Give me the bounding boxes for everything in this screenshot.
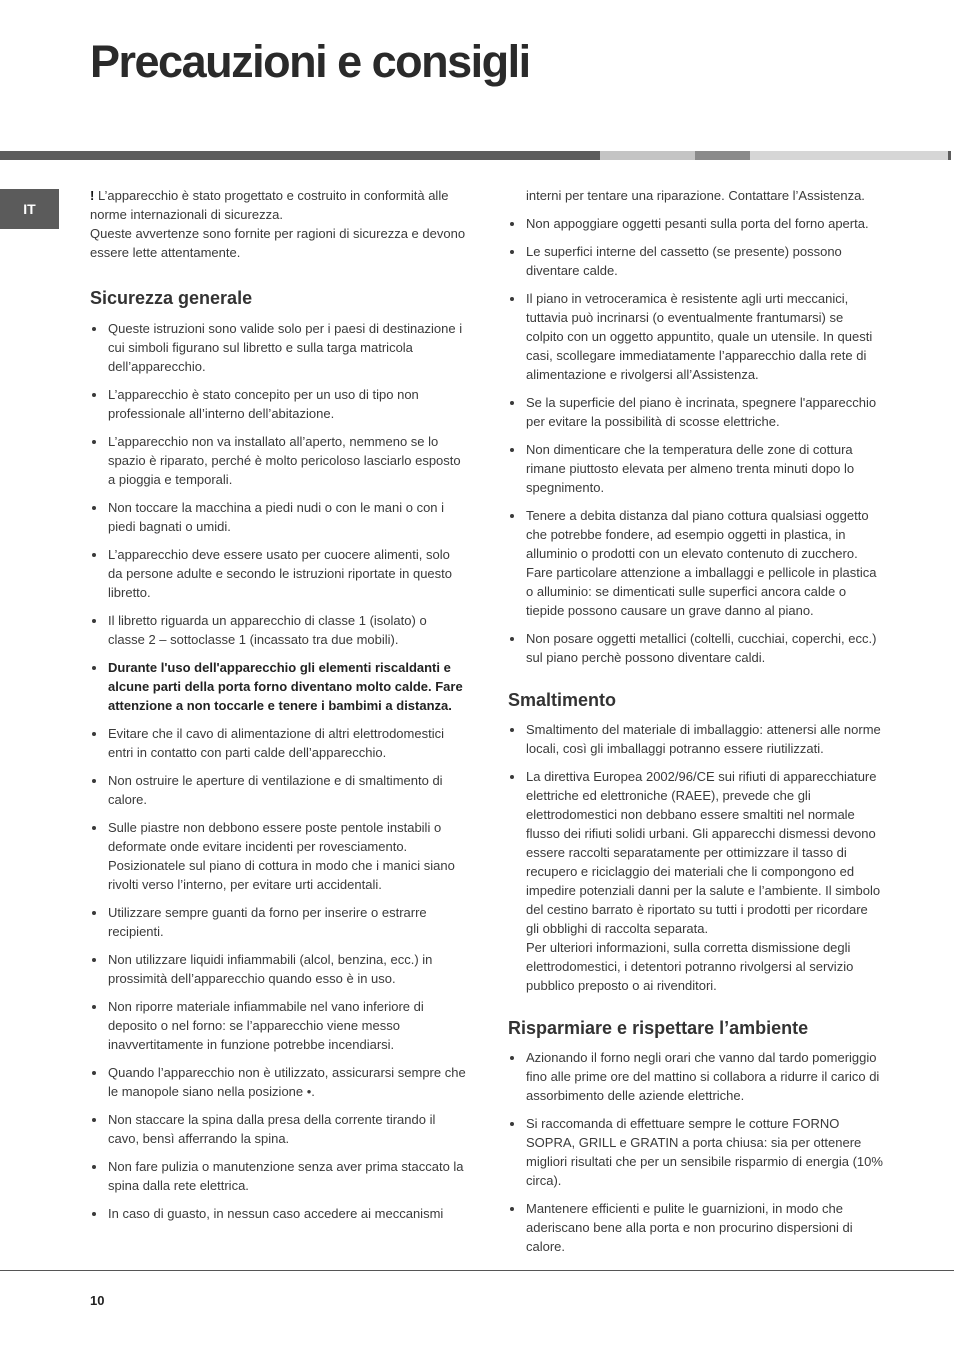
list-item: Tenere a debita distanza dal piano cottura qualsiasi oggetto che potrebbe fondere, ad esempio oggetti in plastica, in alluminio o prodotti con un elevato contenuto di zucchero. Fare particolare attenzione a imballaggi e pellicole in plastica o alluminio: se dimenticati sulle superfici ancora calde o tiepide possono causare un grave danno al piano. <box>508 506 884 620</box>
header-bar-light-end <box>750 151 948 160</box>
list-item: Non fare pulizia o manutenzione senza aver prima staccato la spina dalla rete elettrica. <box>90 1157 466 1195</box>
list-item-warning: Durante l'uso dell'apparecchio gli elementi riscaldanti e alcune parti della porta forno diventano molto calde. Fare attenzione a non toccarle e tenere i bambimi a distanza. <box>90 658 466 715</box>
header-bar-tick <box>948 151 951 160</box>
list-item: Non utilizzare liquidi infiammabili (alcol, benzina, ecc.) in prossimità dell’apparecchio quando esso è in uso. <box>90 950 466 988</box>
risparmiare-list <box>508 1048 884 1256</box>
list-item-continuation: interni per tentare una riparazione. Contattare l’Assistenza. <box>526 188 865 203</box>
list-item: Il piano in vetroceramica è resistente agli urti meccanici, tuttavia può incrinarsi (o eventualmente frantumarsi) se colpito con un oggetto appuntito, quale un utensile. In questi casi, scollegare immediatamente l’apparecchio dalla rete di alimentazione e rivolgersi all’Assistenza. <box>508 289 884 384</box>
header-bar-mid <box>695 151 750 160</box>
list-item: Azionando il forno negli orari che vanno dal tardo pomeriggio fino alle prime ore del mattino si collabora a ridurre il carico di assorbimento delle aziende elettriche. <box>508 1048 884 1105</box>
list-item: In caso di guasto, in nessun caso accedere ai meccanismi <box>90 1204 466 1223</box>
sicurezza-list <box>90 319 466 1223</box>
list-item: L’apparecchio è stato concepito per un uso di tipo non professionale all’interno dell’abitazione. <box>90 385 466 423</box>
list-item: Utilizzare sempre guanti da forno per inserire o estrarre recipienti. <box>90 903 466 941</box>
list-item: Non staccare la spina dalla presa della corrente tirando il cavo, bensì afferrando la spina. <box>90 1110 466 1148</box>
smaltimento-list <box>508 720 884 995</box>
footer-divider <box>0 1270 954 1271</box>
list-item: Quando l’apparecchio non è utilizzato, assicurarsi sempre che le manopole siano nella posizione •. <box>90 1063 466 1101</box>
list-item: Non ostruire le aperture di ventilazione e di smaltimento di calore. <box>90 771 466 809</box>
page-title: Precauzioni e consigli <box>90 36 530 87</box>
intro-text-2: Queste avvertenze sono fornite per ragioni di sicurezza e devono essere lette attentamente. <box>90 226 466 260</box>
section-heading-risparmiare: Risparmiare e rispettare l’ambiente <box>508 1018 809 1038</box>
list-item: Non toccare la macchina a piedi nudi o con le mani o con i piedi bagnati o umidi. <box>90 498 466 536</box>
header-bar-light <box>600 151 695 160</box>
section-heading-sicurezza: Sicurezza generale <box>90 288 253 308</box>
list-item: Sulle piastre non debbono essere poste pentole instabili o deformate onde evitare incidenti per rovesciamento. Posizionatele sul piano di cottura in modo che i manici siano rivolti verso l’interno, per evitare urti accidentali. <box>90 818 466 894</box>
header-bar-dark <box>0 151 600 160</box>
language-tab: IT <box>0 189 59 229</box>
list-item: La direttiva Europea 2002/96/CE sui rifiuti di apparecchiature elettriche ed elettroniche (RAEE), prevede che gli elettrodomestici non debbano essere smaltiti nel normale flusso dei rifiuti solidi urbani. Gli apparecchi dismessi devono essere raccolti separatamente per ottimizzare il tasso di recupero e riciclaggio dei materiali che li compongono ed impedire potenziali danni per la salute e l’ambiente. Il simbolo del cestino barrato è riportato su tutti i prodotti per ricordare gli obblighi di raccolta separata. <box>508 767 884 938</box>
list-item: Si raccomanda di effettuare sempre le cotture FORNO SOPRA, GRILL e GRATIN a porta chiusa: sia per ottenere migliori risultati che per un sensibile risparmio di energia (10% circa). <box>508 1114 884 1190</box>
list-item: L’apparecchio deve essere usato per cuocere alimenti, solo da persone adulte e secondo le istruzioni riportate in questo libretto. <box>90 545 466 602</box>
list-item-continuation: Per ulteriori informazioni, sulla corretta dismissione degli elettrodomestici, i detentori potranno rivolgersi al servizio pubblico preposto o ai rivenditori. <box>526 940 854 993</box>
left-column <box>90 186 466 1223</box>
list-item: Non appoggiare oggetti pesanti sulla porta del forno aperta. <box>508 214 884 233</box>
list-item: Non dimenticare che la temperatura delle zone di cottura rimane piuttosto elevata per almeno trenta minuti dopo lo spegnimento. <box>508 440 884 497</box>
list-item: Le superfici interne del cassetto (se presente) possono diventare calde. <box>508 242 884 280</box>
right-column <box>508 186 884 1256</box>
intro-text: ! L’apparecchio è stato progettato e costruito in conformità alle norme internazionali di sicurezza. <box>90 188 449 222</box>
section-heading-smaltimento: Smaltimento <box>508 690 617 710</box>
warning-mark: ! <box>90 188 95 203</box>
list-item: Non riporre materiale infiammabile nel vano inferiore di deposito o nel forno: se l’apparecchio viene messo inavvertitamente in funzione potrebbe incendiarsi. <box>90 997 466 1054</box>
list-item: Evitare che il cavo di alimentazione di altri elettrodomestici entri in contatto con parti calde dell’apparecchio. <box>90 724 466 762</box>
list-item: Queste istruzioni sono valide solo per i paesi di destinazione i cui simboli figurano sul libretto e sulla targa matricola dell’apparecchio. <box>90 319 466 376</box>
list-item: Mantenere efficienti e pulite le guarnizioni, in modo che aderiscano bene alla porta e non procurino dispersioni di calore. <box>508 1199 884 1256</box>
list-item: Il libretto riguarda un apparecchio di classe 1 (isolato) o classe 2 – sottoclasse 1 (incassato tra due mobili). <box>90 611 466 649</box>
sicurezza-list-continued <box>508 186 884 667</box>
list-item: Se la superficie del piano è incrinata, spegnere l'apparecchio per evitare la possibilità di scosse elettriche. <box>508 393 884 431</box>
list-item: Smaltimento del materiale di imballaggio: attenersi alle norme locali, così gli imballaggi potranno essere riutilizzati. <box>508 720 884 758</box>
page-number: 10 <box>90 1293 105 1308</box>
list-item: L’apparecchio non va installato all’aperto, nemmeno se lo spazio è riparato, perché è molto pericoloso lasciarlo esposto a pioggia e temporali. <box>90 432 466 489</box>
list-item: Non posare oggetti metallici (coltelli, cucchiai, coperchi, ecc.) sul piano perchè possono diventare caldi. <box>508 629 884 667</box>
